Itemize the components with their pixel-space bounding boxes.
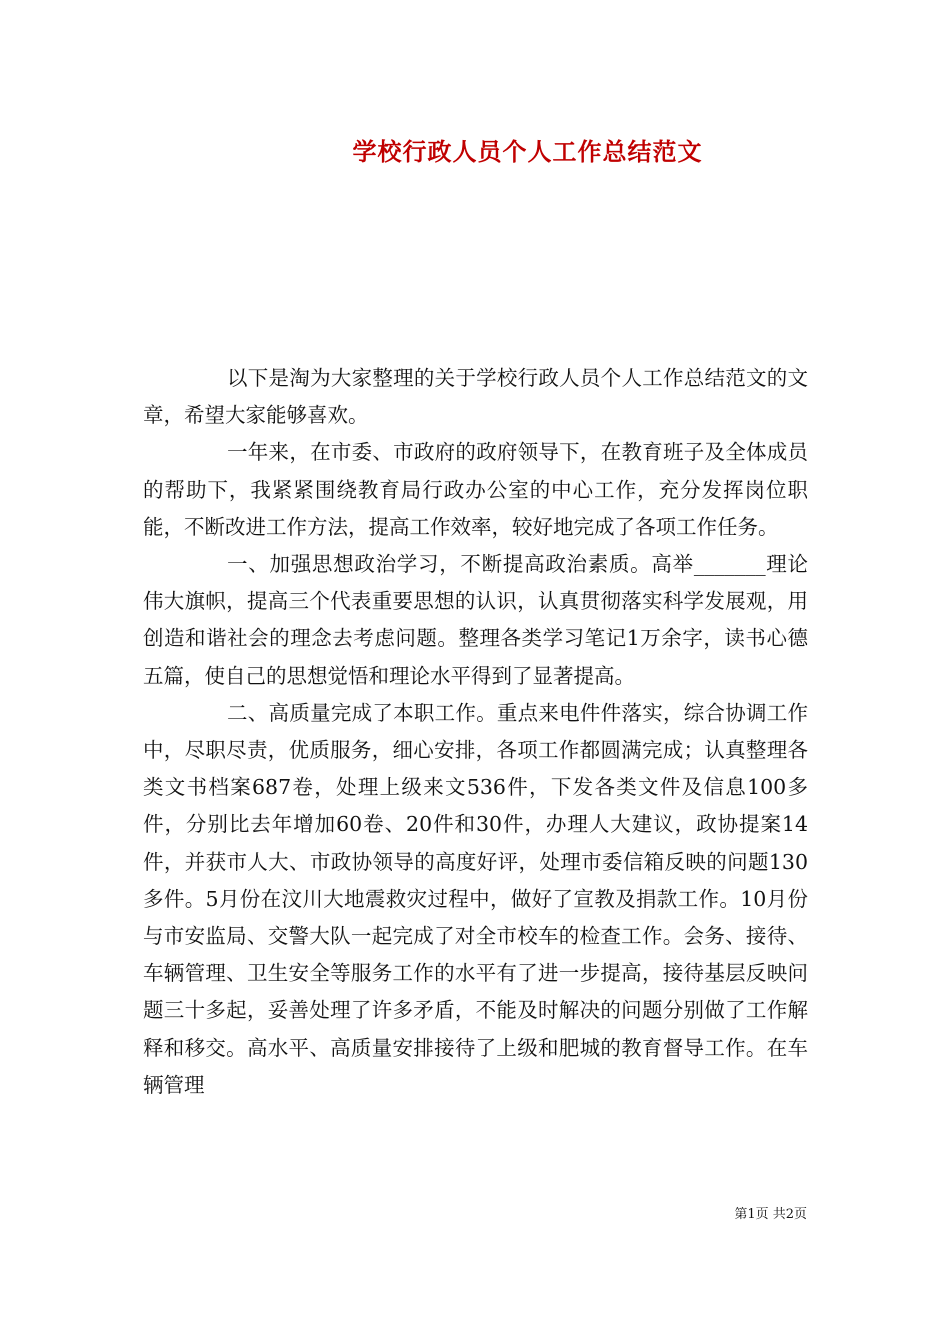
document-title: 学校行政人员个人工作总结范文	[352, 137, 703, 166]
paragraph-overview: 一年来，在市委、市政府的政府领导下，在教育班子及全体成员的帮助下，我紧紧围绕教育局行政办公室的中心工作，充分发挥岗位职能，不断改进工作方法，提高工作效率，较好地完成了各项工作任务。	[143, 440, 808, 539]
document-body	[143, 360, 808, 1104]
paragraph-intro: 以下是淘为大家整理的关于学校行政人员个人工作总结范文的文章，希望大家能够喜欢。	[143, 366, 808, 428]
paragraph-section-1: 一、加强思想政治学习，不断提高政治素质。高举_______理论伟大旗帜，提高三个代表重要思想的认识，认真贯彻落实科学发展观，用创造和谐社会的理念去考虑问题。整理各类学习笔记1万余字，读书心德五篇，使自己的思想觉悟和理论水平得到了显著提高。	[143, 552, 808, 688]
page-number-footer: 第1页 共2页	[734, 1207, 807, 1222]
paragraph-section-2: 二、高质量完成了本职工作。重点来电件件落实，综合协调工作中，尽职尽责，优质服务，细心安排，各项工作都圆满完成；认真整理各类文书档案687卷，处理上级来文536件，下发各类文件及信息100多件，分别比去年增加60卷、20件和30件，办理人大建议，政协提案14件，并获市人大、市政协领导的高度好评，处理市委信箱反映的问题130多件。5月份在汶川大地震救灾过程中，做好了宣教及捐款工作。10月份与市安监局、交警大队一起完成了对全市校车的检查工作。会务、接待、车辆管理、卫生安全等服务工作的水平有了进一步提高，接待基层反映问题三十多起，妥善处理了许多矛盾，不能及时解决的问题分别做了工作解释和移交。高水平、高质量安排接待了上级和肥城的教育督导工作。在车辆管理	[143, 700, 808, 1097]
